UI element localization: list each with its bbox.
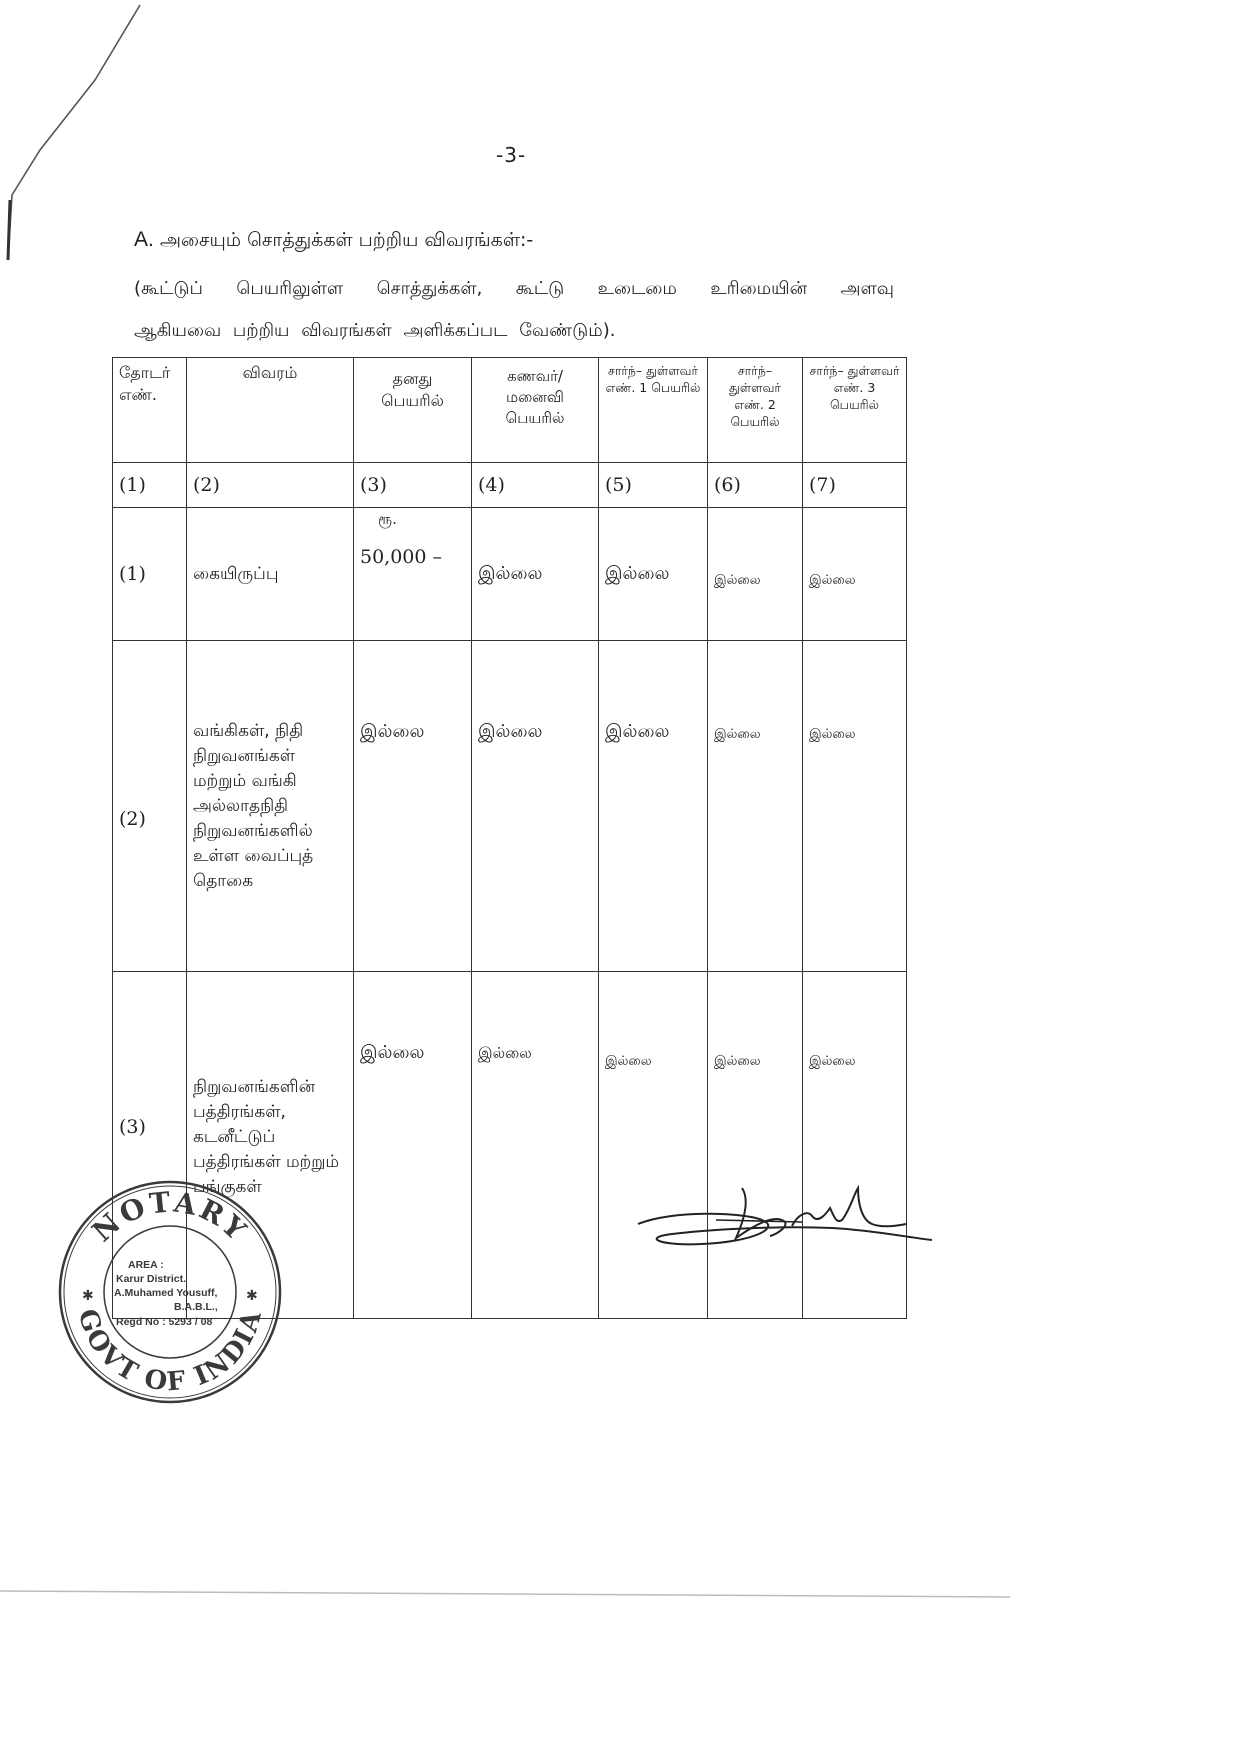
row-index: (3) (113, 972, 187, 1319)
header-description: விவரம் (187, 358, 354, 463)
cell-spouse: இல்லை (472, 972, 599, 1319)
section-title: அசையும் சொத்துக்கள் பற்றிய விவரங்கள்:- (159, 229, 534, 251)
row-index: (2) (113, 641, 187, 972)
seal-area-label: AREA : (128, 1259, 164, 1271)
amount-value: 50,000 – (360, 546, 443, 568)
cell-dependent-3: இல்லை (803, 641, 907, 972)
cell-spouse: இல்லை (472, 508, 599, 641)
cell-own: இல்லை (354, 641, 472, 972)
header-dependent-1: சார்ந்– துள்ளவர் எண். 1 பெயரில் (599, 358, 708, 463)
seal-bottom-text: GOVT OF INDIA (71, 1305, 269, 1398)
table-header-row (113, 358, 907, 463)
column-number-row (113, 463, 907, 508)
seal-top-text: NOTARY (85, 1185, 255, 1249)
signature (632, 1180, 942, 1270)
seal-district: Karur District. (116, 1273, 187, 1285)
currency-label: ரூ. (378, 510, 397, 528)
cell-dependent-3: இல்லை (803, 508, 907, 641)
cell-dependent-2: இல்லை (708, 641, 803, 972)
header-spouse: கணவர்/ மனைவி பெயரில் (472, 358, 599, 463)
row-description: நிறுவனங்களின் பத்திரங்கள், கடனீட்டுப் பத்திரங்கள் மற்றும் பங்குகள் (187, 972, 354, 1319)
cell-dependent-1: இல்லை (599, 972, 708, 1319)
star-icon: ✱ (246, 1288, 258, 1304)
instruction-line-2: ஆகியவை பற்றிய விவரங்கள் அளிக்கப்பட வேண்டும்). (134, 320, 616, 341)
cell-dependent-2: இல்லை (708, 508, 803, 641)
section-heading (134, 228, 533, 254)
row-description: கையிருப்பு (187, 508, 354, 641)
cell-own: இல்லை (354, 972, 472, 1319)
cell-dependent-2: இல்லை (708, 972, 803, 1319)
seal-name: A.Muhamed Yousuff, (114, 1287, 218, 1299)
scan-fold-line (0, 1585, 1010, 1605)
notary-seal (56, 1178, 284, 1406)
column-number: (2) (187, 463, 354, 508)
column-number: (3) (354, 463, 472, 508)
svg-text:NOTARY (86, 1185, 255, 1248)
cell-dependent-1: இல்லை (599, 508, 708, 641)
column-number: (1) (113, 463, 187, 508)
header-dependent-3: சார்ந்– துள்ளவர் எண். 3 பெயரில் (803, 358, 907, 463)
cell-spouse: இல்லை (472, 641, 599, 972)
star-icon: ✱ (82, 1288, 94, 1304)
instruction-line-1: (கூட்டுப் பெயரிலுள்ள சொத்துக்கள், கூட்டு உடைமை உரிமையின் அளவு (134, 278, 894, 299)
table-row (113, 641, 907, 972)
column-number: (6) (708, 463, 803, 508)
table-row (113, 508, 907, 641)
seal-regd: Regd No : 5293 / 08 (116, 1316, 213, 1328)
header-serial: தோடர் எண். (113, 358, 187, 463)
column-number: (7) (803, 463, 907, 508)
scan-margin-line (0, 0, 160, 260)
seal-degree: B.A.B.L., (174, 1301, 218, 1313)
row-description: வங்கிகள், நிதி நிறுவனங்கள் மற்றும் வங்கி அல்லாதநிதி நிறுவனங்களில் உள்ள வைப்புத் தொகை (187, 641, 354, 972)
cell-dependent-3: இல்லை (803, 972, 907, 1319)
column-number: (5) (599, 463, 708, 508)
section-letter: A. (134, 228, 154, 251)
header-dependent-2: சார்ந்– துள்ளவர் எண். 2 பெயரில் (708, 358, 803, 463)
page-number: -3- (496, 143, 527, 167)
header-own: தனது பெயரில் (354, 358, 472, 463)
cell-dependent-1: இல்லை (599, 641, 708, 972)
cell-own (354, 508, 472, 641)
row-index: (1) (113, 508, 187, 641)
assets-table (112, 357, 906, 1319)
column-number: (4) (472, 463, 599, 508)
